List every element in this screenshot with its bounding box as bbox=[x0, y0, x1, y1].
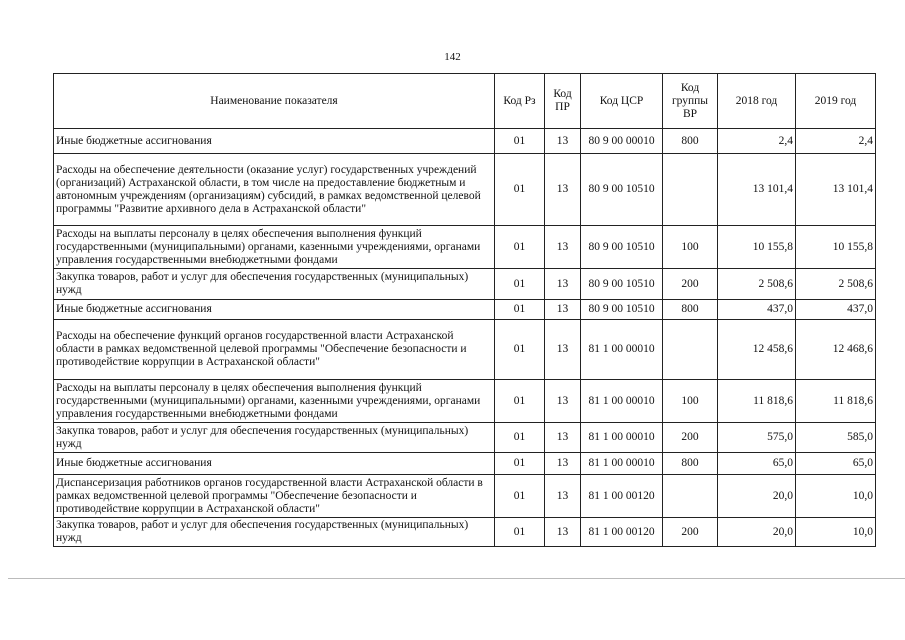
cell-2018: 65,0 bbox=[718, 453, 796, 475]
table-row bbox=[54, 518, 876, 547]
cell-rz: 01 bbox=[495, 129, 545, 154]
cell-vr: 200 bbox=[663, 269, 718, 300]
cell-vr: 800 bbox=[663, 453, 718, 475]
cell-vr: 100 bbox=[663, 226, 718, 269]
cell-pr: 13 bbox=[545, 423, 581, 453]
table-row bbox=[54, 423, 876, 453]
cell-2018: 20,0 bbox=[718, 475, 796, 518]
cell-rz: 01 bbox=[495, 269, 545, 300]
cell-name: Закупка товаров, работ и услуг для обеспечения государственных (муниципальных) нужд bbox=[54, 518, 495, 547]
cell-pr: 13 bbox=[545, 518, 581, 547]
table-row bbox=[54, 269, 876, 300]
cell-2019: 10,0 bbox=[796, 518, 876, 547]
cell-rz: 01 bbox=[495, 226, 545, 269]
table-row bbox=[54, 380, 876, 423]
table-row bbox=[54, 129, 876, 154]
cell-pr: 13 bbox=[545, 129, 581, 154]
cell-2019: 437,0 bbox=[796, 300, 876, 320]
cell-2019: 2,4 bbox=[796, 129, 876, 154]
header-name: Наименование показателя bbox=[54, 74, 495, 129]
cell-rz: 01 bbox=[495, 475, 545, 518]
cell-2018: 13 101,4 bbox=[718, 154, 796, 226]
cell-vr bbox=[663, 154, 718, 226]
cell-rz: 01 bbox=[495, 453, 545, 475]
cell-csr: 81 1 00 00010 bbox=[581, 453, 663, 475]
cell-2019: 13 101,4 bbox=[796, 154, 876, 226]
header-csr: Код ЦСР bbox=[581, 74, 663, 129]
cell-vr bbox=[663, 475, 718, 518]
cell-2018: 2 508,6 bbox=[718, 269, 796, 300]
cell-rz: 01 bbox=[495, 518, 545, 547]
cell-csr: 80 9 00 10510 bbox=[581, 300, 663, 320]
cell-2018: 11 818,6 bbox=[718, 380, 796, 423]
cell-rz: 01 bbox=[495, 423, 545, 453]
cell-2018: 437,0 bbox=[718, 300, 796, 320]
cell-2019: 65,0 bbox=[796, 453, 876, 475]
cell-pr: 13 bbox=[545, 300, 581, 320]
cell-2019: 2 508,6 bbox=[796, 269, 876, 300]
cell-vr: 800 bbox=[663, 300, 718, 320]
cell-csr: 81 1 00 00120 bbox=[581, 518, 663, 547]
cell-csr: 81 1 00 00120 bbox=[581, 475, 663, 518]
header-pr: Код ПР bbox=[545, 74, 581, 129]
table-row bbox=[54, 320, 876, 380]
cell-name: Иные бюджетные ассигнования bbox=[54, 129, 495, 154]
cell-csr: 80 9 00 00010 bbox=[581, 129, 663, 154]
cell-2019: 10 155,8 bbox=[796, 226, 876, 269]
cell-rz: 01 bbox=[495, 380, 545, 423]
table-row bbox=[54, 226, 876, 269]
cell-csr: 80 9 00 10510 bbox=[581, 269, 663, 300]
table-body bbox=[54, 129, 876, 547]
cell-name: Закупка товаров, работ и услуг для обеспечения государственных (муниципальных) нужд bbox=[54, 423, 495, 453]
cell-name: Диспансеризация работников органов государственной власти Астраханской области в рамках ведомственной целевой программы "Обеспечение безопасности и противодействие коррупции в Астраханской области" bbox=[54, 475, 495, 518]
page-bottom-divider bbox=[8, 578, 905, 579]
cell-name: Расходы на выплаты персоналу в целях обеспечения выполнения функций государственными (муниципальными) органами, казенными учреждениями, органами управления государственными внебюджетными фондами bbox=[54, 226, 495, 269]
cell-vr: 800 bbox=[663, 129, 718, 154]
cell-pr: 13 bbox=[545, 320, 581, 380]
cell-name: Расходы на выплаты персоналу в целях обеспечения выполнения функций государственными (муниципальными) органами, казенными учреждениями, органами управления государственными внебюджетными фондами bbox=[54, 380, 495, 423]
cell-2019: 11 818,6 bbox=[796, 380, 876, 423]
cell-csr: 80 9 00 10510 bbox=[581, 154, 663, 226]
header-rz: Код Рз bbox=[495, 74, 545, 129]
table-row bbox=[54, 154, 876, 226]
cell-vr: 200 bbox=[663, 423, 718, 453]
cell-2018: 20,0 bbox=[718, 518, 796, 547]
cell-2019: 12 468,6 bbox=[796, 320, 876, 380]
cell-vr: 100 bbox=[663, 380, 718, 423]
cell-2018: 575,0 bbox=[718, 423, 796, 453]
cell-csr: 80 9 00 10510 bbox=[581, 226, 663, 269]
header-2019: 2019 год bbox=[796, 74, 876, 129]
cell-name: Закупка товаров, работ и услуг для обеспечения государственных (муниципальных) нужд bbox=[54, 269, 495, 300]
cell-2018: 2,4 bbox=[718, 129, 796, 154]
cell-csr: 81 1 00 00010 bbox=[581, 380, 663, 423]
page-number: 142 bbox=[444, 51, 461, 63]
cell-pr: 13 bbox=[545, 154, 581, 226]
cell-2018: 12 458,6 bbox=[718, 320, 796, 380]
cell-pr: 13 bbox=[545, 226, 581, 269]
cell-pr: 13 bbox=[545, 380, 581, 423]
cell-name: Иные бюджетные ассигнования bbox=[54, 453, 495, 475]
table-row bbox=[54, 475, 876, 518]
budget-table bbox=[53, 73, 876, 547]
cell-pr: 13 bbox=[545, 475, 581, 518]
cell-2019: 585,0 bbox=[796, 423, 876, 453]
cell-vr: 200 bbox=[663, 518, 718, 547]
table-row bbox=[54, 300, 876, 320]
cell-csr: 81 1 00 00010 bbox=[581, 320, 663, 380]
header-vr: Код группы ВР bbox=[663, 74, 718, 129]
cell-name: Расходы на обеспечение деятельности (оказание услуг) государственных учреждений (организаций) Астраханской области, в том числе на предоставление бюджетным и автономным учреждениям (организациям) субсидий, в рамках ведомственной целевой программы "Развитие архивного дела в Астраханской области" bbox=[54, 154, 495, 226]
cell-csr: 81 1 00 00010 bbox=[581, 423, 663, 453]
cell-2019: 10,0 bbox=[796, 475, 876, 518]
cell-pr: 13 bbox=[545, 269, 581, 300]
cell-name: Иные бюджетные ассигнования bbox=[54, 300, 495, 320]
cell-vr bbox=[663, 320, 718, 380]
cell-2018: 10 155,8 bbox=[718, 226, 796, 269]
cell-rz: 01 bbox=[495, 320, 545, 380]
table-header-row bbox=[54, 74, 876, 129]
table-row bbox=[54, 453, 876, 475]
cell-rz: 01 bbox=[495, 300, 545, 320]
cell-name: Расходы на обеспечение функций органов государственной власти Астраханской области в рамках ведомственной целевой программы "Обеспечение безопасности и противодействие коррупции в Астраханской области" bbox=[54, 320, 495, 380]
cell-rz: 01 bbox=[495, 154, 545, 226]
cell-pr: 13 bbox=[545, 453, 581, 475]
header-2018: 2018 год bbox=[718, 74, 796, 129]
